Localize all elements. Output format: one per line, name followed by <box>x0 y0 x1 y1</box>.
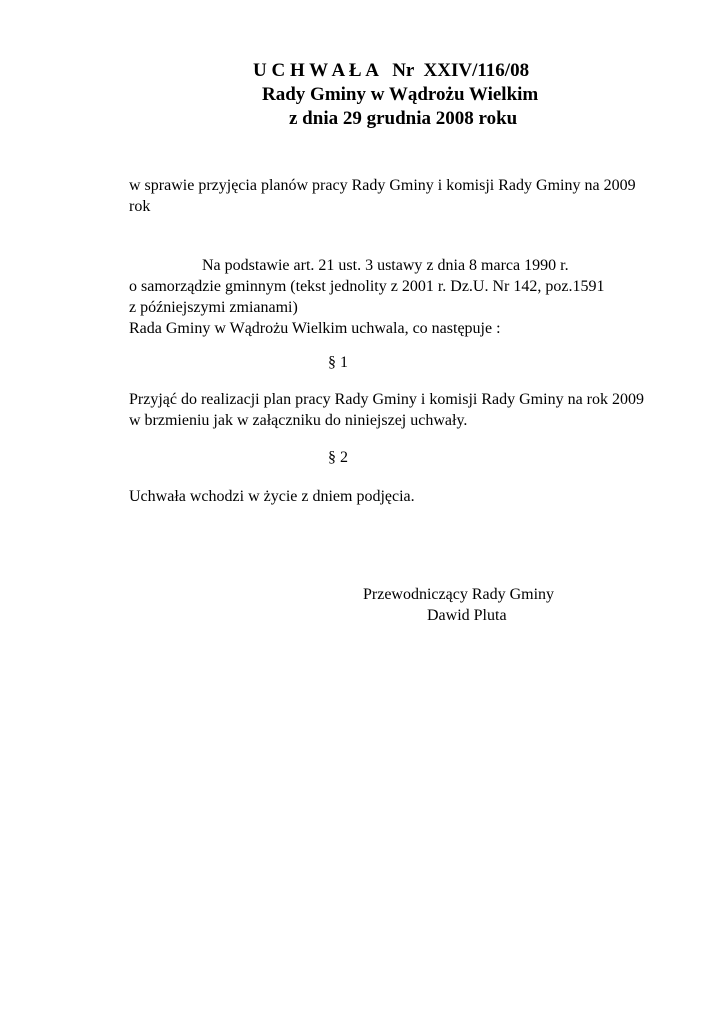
legal-basis-line-1: Na podstawie art. 21 ust. 3 ustawy z dnia 8 marca 1990 r. <box>202 257 569 274</box>
council-name: Rady Gminy w Wądrożu Wielkim <box>262 84 539 105</box>
section-2-mark: § 2 <box>328 449 348 466</box>
subject-line-1: w sprawie przyjęcia planów pracy Rady Gminy i komisji Rady Gminy na 2009 <box>129 177 636 194</box>
section-1-line-2: w brzmieniu jak w załączniku do niniejszej uchwały. <box>129 412 468 429</box>
section-1-mark: § 1 <box>328 354 348 371</box>
signature-name: Dawid Pluta <box>427 607 507 624</box>
resolution-number: U C H W A Ł A Nr XXIV/116/08 <box>253 60 530 81</box>
resolution-date: z dnia 29 grudnia 2008 roku <box>289 108 518 129</box>
legal-basis-line-4: Rada Gminy w Wądrożu Wielkim uchwala, co następuje : <box>129 320 501 337</box>
section-1-line-1: Przyjąć do realizacji plan pracy Rady Gminy i komisji Rady Gminy na rok 2009 <box>129 391 644 408</box>
legal-basis-line-3: z późniejszymi zmianami) <box>129 299 298 316</box>
subject-line-2: rok <box>129 198 151 215</box>
signature-title: Przewodniczący Rady Gminy <box>363 586 555 603</box>
section-2-text: Uchwała wchodzi w życie z dniem podjęcia. <box>129 488 415 505</box>
legal-basis-line-2: o samorządzie gminnym (tekst jednolity z 2001 r. Dz.U. Nr 142, poz.1591 <box>129 278 605 295</box>
